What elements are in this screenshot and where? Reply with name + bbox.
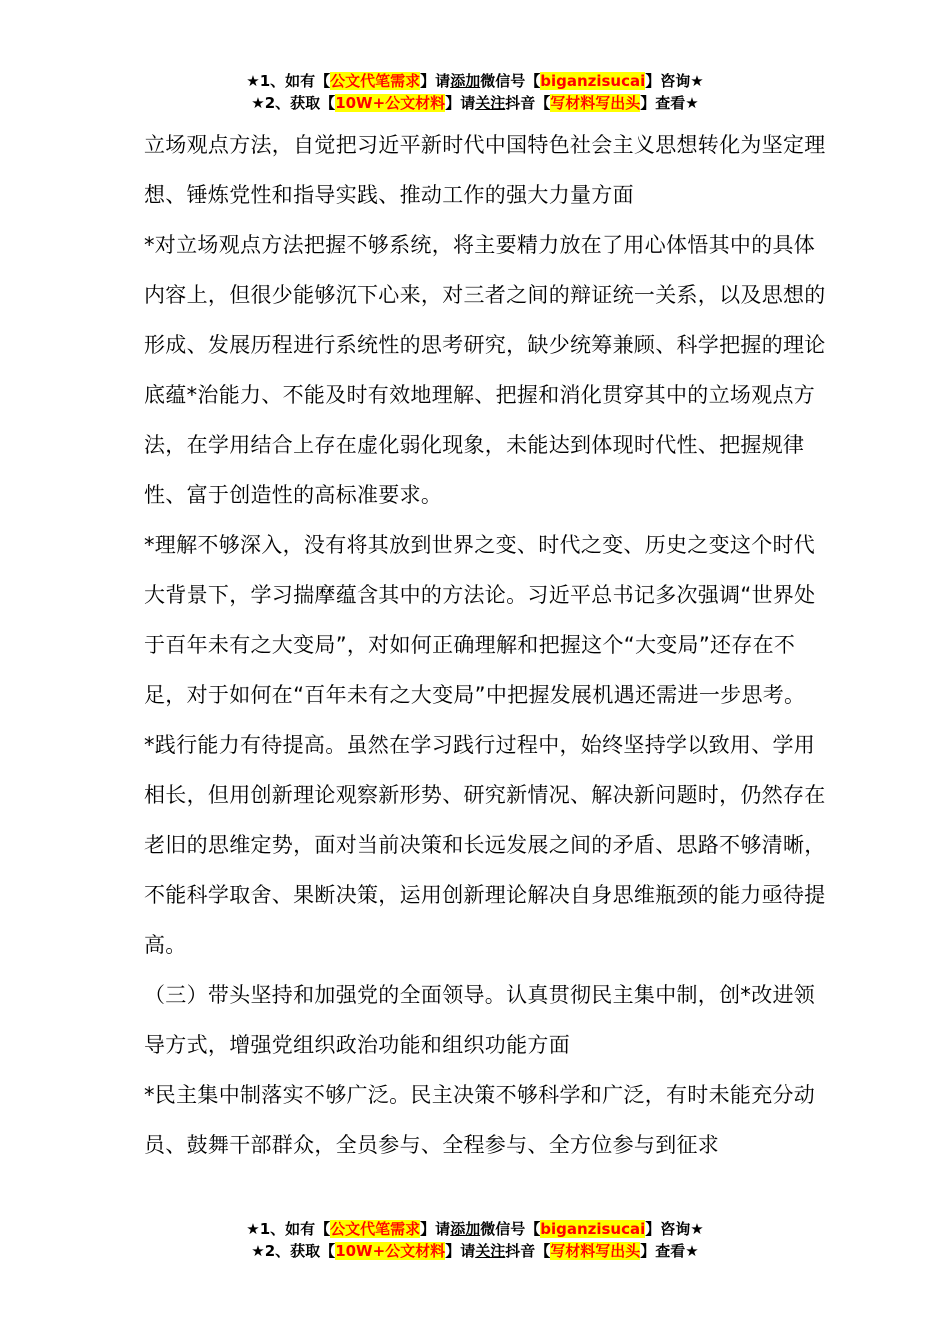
banner-text: ★2、获取【 xyxy=(251,94,336,112)
paragraph: *民主集中制落实不够广泛。民主决策不够科学和广泛，有时未能充分动员、鼓舞干部群众，全员参与、全程参与、全方位参与到征求 xyxy=(144,1083,816,1157)
banner-text: ★1、如有【 xyxy=(246,72,331,90)
highlight-wechat-id: biganzisucai xyxy=(540,1220,646,1238)
banner-text: 微信号【 xyxy=(480,1220,541,1238)
paragraph: *对立场观点方法把握不够系统，将主要精力放在了用心体悟其中的具体内容上，但很少能够沉下心来，对三者之间的辩证统一关系，以及思想的形成、发展历程进行系统性的思考研究，缺少统筹兼顾、科学把握的理论底蕴*治能力、不能及时有效地理解、把握和消化贯穿其中的立场观点方法，在学用结合上存在虚化弱化现象，未能达到体现时代性、把握规律性、富于创造性的高标准要求。 xyxy=(144,233,826,507)
highlight-douyin-account: 写材料写出头 xyxy=(550,94,641,112)
underlined-text: 关注 xyxy=(475,1242,506,1260)
banner-line-2 xyxy=(0,1240,950,1262)
banner-text: 】请 xyxy=(420,1220,451,1238)
document-body xyxy=(144,120,834,1170)
highlight-service: 公文代笔需求 xyxy=(330,1220,421,1238)
banner-text: ★2、获取【 xyxy=(251,1242,336,1260)
banner-text: 】查看★ xyxy=(640,1242,699,1260)
underlined-text: 关注 xyxy=(475,94,506,112)
banner-text: 抖音【 xyxy=(505,1242,551,1260)
banner-line-1 xyxy=(0,70,950,92)
highlight-materials: 10W+公文材料 xyxy=(335,94,446,112)
paragraph: *理解不够深入，没有将其放到世界之变、时代之变、历史之变这个时代大背景下，学习揣摩蕴含其中的方法论。习近平总书记多次强调“世界处于百年未有之大变局”，对如何正确理解和把握这个“大变局”还存在不足，对于如何在“百年未有之大变局”中把握发展机遇还需进一步思考。 xyxy=(144,533,816,707)
banner-text: 】查看★ xyxy=(640,94,699,112)
underlined-text: 添加 xyxy=(450,72,481,90)
highlight-wechat-id: biganzisucai xyxy=(540,72,646,90)
paragraph-heading: （三）带头坚持和加强党的全面领导。认真贯彻民主集中制，创*改进领导方式，增强党组织政治功能和组织功能方面 xyxy=(144,983,816,1057)
banner-text: 微信号【 xyxy=(480,72,541,90)
highlight-douyin-account: 写材料写出头 xyxy=(550,1242,641,1260)
banner-text: 】咨询★ xyxy=(645,72,704,90)
paragraph: *践行能力有待提高。虽然在学习践行过程中，始终坚持学以致用、学用相长，但用创新理论观察新形势、研究新情况、解决新问题时，仍然存在老旧的思维定势，面对当前决策和长远发展之间的矛盾、思路不够清晰，不能科学取舍、果断决策，运用创新理论解决自身思维瓶颈的能力亟待提高。 xyxy=(144,733,826,957)
banner-text: 】请 xyxy=(445,1242,476,1260)
footer-banner xyxy=(0,1218,950,1262)
banner-text: 抖音【 xyxy=(505,94,551,112)
banner-text: 】咨询★ xyxy=(645,1220,704,1238)
paragraph: 立场观点方法，自觉把习近平新时代中国特色社会主义思想转化为坚定理想、锤炼党性和指导实践、推动工作的强大力量方面 xyxy=(144,133,826,207)
banner-text: ★1、如有【 xyxy=(246,1220,331,1238)
banner-text: 】请 xyxy=(445,94,476,112)
banner-line-1 xyxy=(0,1218,950,1240)
underlined-text: 添加 xyxy=(450,1220,481,1238)
banner-line-2 xyxy=(0,92,950,114)
banner-text: 】请 xyxy=(420,72,451,90)
highlight-materials: 10W+公文材料 xyxy=(335,1242,446,1260)
highlight-service: 公文代笔需求 xyxy=(330,72,421,90)
header-banner xyxy=(0,70,950,114)
